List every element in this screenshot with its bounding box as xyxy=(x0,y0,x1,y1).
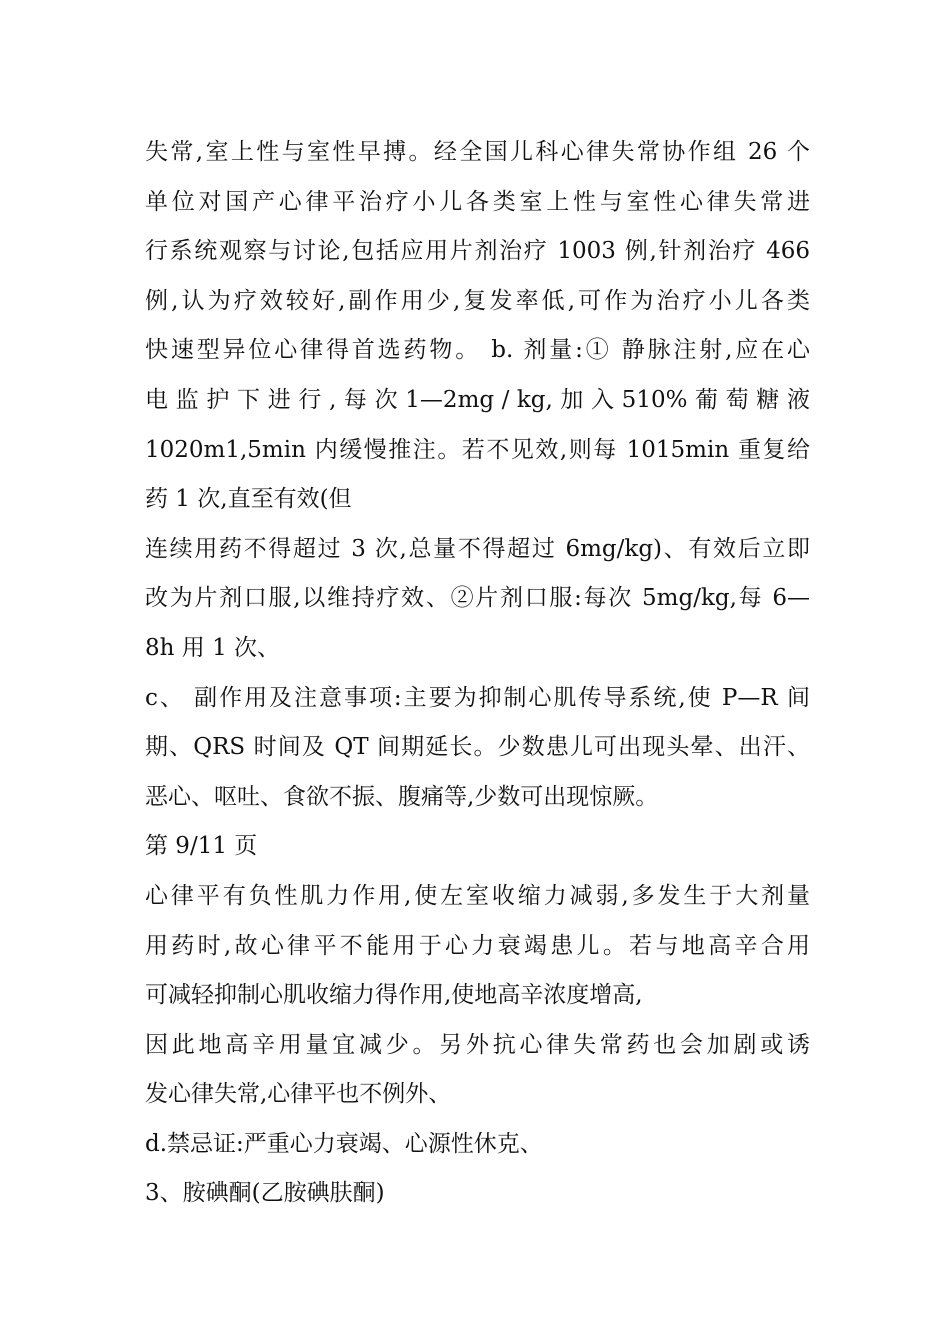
text-line: 例,认为疗效较好,副作用少,复发率低,可作为治疗小儿各类 xyxy=(145,287,810,314)
text-line: c、 副作用及注意事项:主要为抑制心肌传导系统,使 P—R 间 xyxy=(145,684,810,711)
text-line: 1020m1,5min 内缓慢推注。若不见效,则每 1015min 重复给 xyxy=(145,436,810,463)
text-line: d.禁忌证:严重心力衰竭、心源性休克、 xyxy=(145,1130,543,1157)
text-line: 改为片剂口服,以维持疗效、②片剂口服:每次 5mg/kg,每 6— xyxy=(145,585,810,612)
text-line: 8h 用 1 次、 xyxy=(145,634,281,661)
text-line: 行系统观察与讨论,包括应用片剂治疗 1003 例,针剂治疗 466 xyxy=(145,238,810,265)
text-line: 3、胺碘酮(乙胺碘肤酮) xyxy=(145,1180,385,1207)
body-text xyxy=(145,128,810,1219)
text-line: 失常,室上性与室性早搏。经全国儿科心律失常协作组 26 个 xyxy=(145,139,810,165)
text-line: 可减轻抑制心肌收缩力得作用,使地高辛浓度增高, xyxy=(145,982,643,1009)
text-line: 单位对国产心律平治疗小儿各类室上性与室性心律失常进 xyxy=(145,188,810,215)
text-line: 期、QRS 时间及 QT 间期延长。少数患儿可出现头晕、出汗、 xyxy=(145,734,810,761)
text-line: 快速型异位心律得首选药物。 b. 剂量:① 静脉注射,应在心 xyxy=(145,337,810,364)
text-line: 心律平有负性肌力作用,使左室收缩力减弱,多发生于大剂量 xyxy=(145,882,810,909)
text-line: 电 监 护 下 进 行 , 每 次 1—2mg / kg, 加 入 510% 葡 萄 糖 液 xyxy=(145,386,810,413)
text-line: 连续用药不得超过 3 次,总量不得超过 6mg/kg)、有效后立即 xyxy=(145,535,810,562)
text-line: 发心律失常,心律平也不例外、 xyxy=(145,1081,452,1108)
text-line: 恶心、呕吐、食欲不振、腹痛等,少数可出现惊厥。 xyxy=(145,783,659,810)
text-line: 药 1 次,直至有效(但 xyxy=(145,486,352,513)
text-line: 第 9/11 页 xyxy=(145,833,258,860)
text-line: 用药时,故心律平不能用于心力衰竭患儿。若与地高辛合用 xyxy=(145,932,810,959)
text-line: 因此地高辛用量宜减少。另外抗心律失常药也会加剧或诱 xyxy=(145,1031,810,1058)
